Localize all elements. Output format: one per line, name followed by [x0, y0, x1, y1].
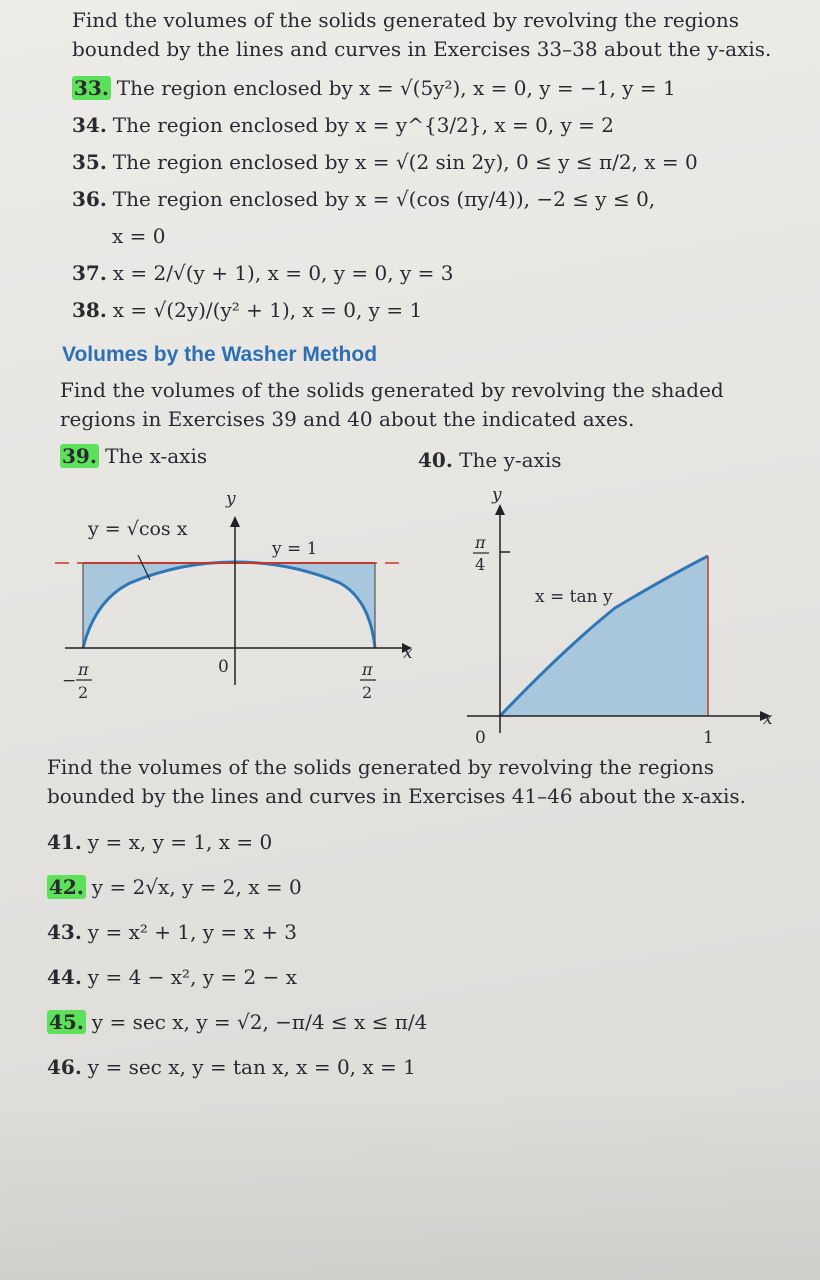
section-title: Volumes by the Washer Method [62, 343, 378, 366]
exercise-text: y = 4 − x², y = 2 − x [87, 965, 298, 989]
exercise-text: x = 0 [112, 224, 166, 248]
exercise-row [72, 76, 676, 100]
exercise-text: The region enclosed by x = √(2 sin 2y), 0 ≤ y ≤ π/2, x = 0 [112, 150, 698, 174]
exercise-text: y = 2√x, y = 2, x = 0 [91, 875, 302, 899]
y-tick-den: 4 [475, 555, 486, 574]
exercise-number: 35. [72, 150, 107, 174]
right-tick-num: π [362, 660, 373, 679]
exercise-number: 41. [47, 830, 82, 854]
exercise-row [47, 1010, 427, 1034]
y-axis-label-39: y [226, 489, 236, 509]
exercise-number: 33. [74, 76, 109, 100]
y-axis-arrow-40 [495, 504, 505, 515]
exercise-number: 37. [72, 261, 107, 285]
shaded-region-40 [500, 556, 708, 716]
left-tick-den: 2 [78, 683, 89, 702]
curve-label-39: y = √cos x [88, 518, 188, 540]
exercise-row [47, 965, 297, 989]
exercise-text: The region enclosed by x = √(5y²), x = 0, y = −1, y = 1 [116, 76, 676, 100]
line-label-39: y = 1 [272, 539, 318, 559]
exercise-row [72, 261, 453, 285]
exercise-text: The region enclosed by x = √(cos (πy/4)), −2 ≤ y ≤ 0, [112, 187, 656, 211]
x-axis-label-39: x [403, 643, 413, 663]
exercise-row [47, 830, 272, 854]
left-tick-num: π [78, 660, 89, 679]
photo-shadow [0, 1090, 820, 1280]
figure-39 [40, 480, 420, 710]
exercise-row [72, 113, 614, 137]
exercise-text: y = x, y = 1, x = 0 [87, 830, 273, 854]
y-tick-num: π [475, 533, 486, 552]
right-tick-den: 2 [362, 683, 373, 702]
exercise-number: 38. [72, 298, 107, 322]
origin-label-40: 0 [475, 728, 486, 748]
exercise-40-text: The y-axis [459, 448, 562, 472]
x-tick-label-40: 1 [703, 728, 714, 748]
exercise-row [72, 224, 165, 248]
exercise-text: The region enclosed by x = y^{3/2}, x = 0, y = 2 [112, 113, 615, 137]
exercise-number: 43. [47, 920, 82, 944]
exercise-row [47, 875, 302, 899]
exercise-39-text: The x-axis [105, 444, 208, 468]
exercise-row [47, 920, 297, 944]
exercise-row [72, 187, 655, 211]
exercise-40-number: 40. [418, 448, 453, 472]
y-axis-arrow-39 [230, 516, 240, 527]
curve-label-40: x = tan y [535, 587, 613, 607]
intro-washer: Find the volumes of the solids generated by revolving the shaded regions in Exercises 39 and 40 about the indicated axes. [60, 378, 724, 431]
exercise-number: 45. [49, 1010, 84, 1034]
exercise-39-number: 39. [62, 444, 97, 468]
exercise-text: x = √(2y)/(y² + 1), x = 0, y = 1 [112, 298, 423, 322]
exercise-text: x = 2/√(y + 1), x = 0, y = 0, y = 3 [112, 261, 454, 285]
exercise-40-label [418, 448, 562, 472]
exercise-number: 42. [49, 875, 84, 899]
origin-label-39: 0 [218, 657, 229, 677]
exercise-number: 44. [47, 965, 82, 989]
figure-40 [455, 488, 795, 748]
y-axis-label-40: y [492, 488, 502, 505]
intro-x-axis: Find the volumes of the solids generated by revolving the regions bounded by the lines and curves in Exercises 41–46 about the x-axis. [47, 755, 747, 808]
exercise-row [72, 298, 422, 322]
intro-y-axis: Find the volumes of the solids generated by revolving the regions bounded by the lines and curves in Exercises 33–38 about the y-axis. [72, 8, 772, 61]
exercise-text: y = sec x, y = tan x, x = 0, x = 1 [87, 1055, 416, 1079]
exercise-number: 46. [47, 1055, 82, 1079]
exercise-text: y = sec x, y = √2, −π/4 ≤ x ≤ π/4 [91, 1010, 428, 1034]
x-axis-label-40: x [763, 709, 773, 729]
exercise-row [47, 1055, 416, 1079]
exercise-row [72, 150, 698, 174]
exercise-number: 34. [72, 113, 107, 137]
exercise-text: y = x² + 1, y = x + 3 [87, 920, 298, 944]
shaded-region-39 [83, 562, 375, 648]
left-tick-sign: − [62, 671, 77, 691]
exercise-number: 36. [72, 187, 107, 211]
exercise-39-label [60, 444, 207, 468]
